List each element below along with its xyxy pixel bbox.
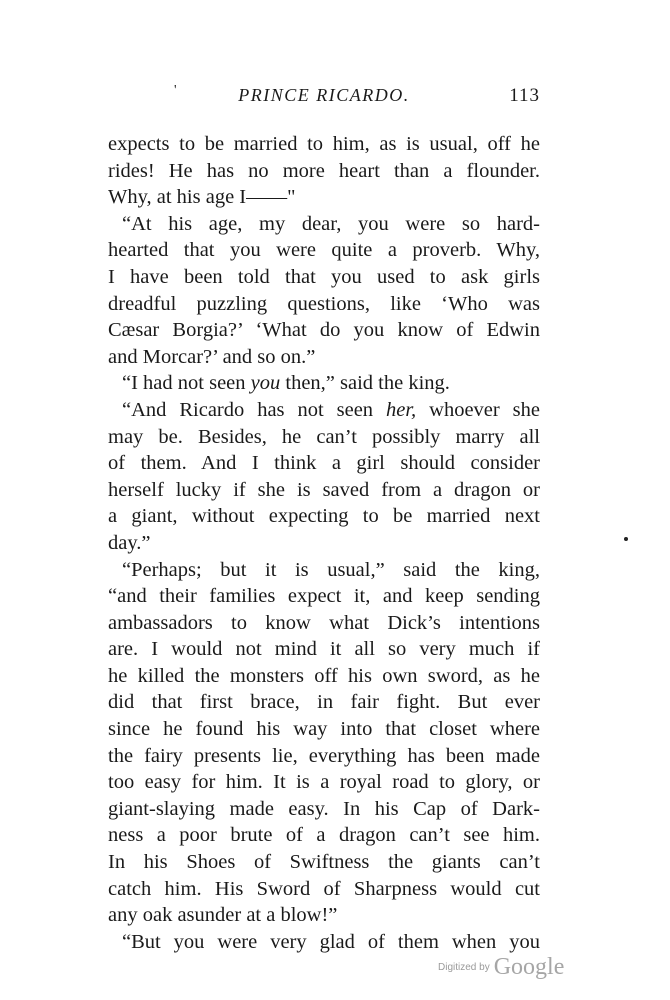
text-line [108,291,540,318]
text-segment: I have been told that you used to ask girls [108,265,540,288]
text-segment: “And Ricardo has not seen [122,398,386,421]
text-line [108,769,540,796]
text-segment: ness a poor brute of a dragon can’t see him. [108,824,540,847]
watermark-brand: Google [493,954,565,980]
text-line [108,583,540,610]
header-mark: ' [174,83,178,98]
text-line [108,131,540,158]
text-segment: did that first brace, in fair fight. But ever [108,691,540,714]
text-segment: are. I would not mind it all so very much if [108,638,540,661]
italic-word: her, [386,398,417,421]
watermark-prefix: Digitized by [438,962,490,973]
text-line [108,317,540,344]
running-title: PRINCE RICARDO. [238,85,410,105]
text-line [108,557,540,584]
body-text [108,131,540,955]
text-segment: may be. Besides, he can’t possibly marry all [108,425,540,448]
text-line [108,796,540,823]
text-line [108,610,540,637]
text-line [108,902,540,929]
text-segment: day.” [108,531,151,554]
ink-speck [624,537,628,541]
text-segment: “But you were very glad of them when you [122,930,540,953]
text-line [108,450,540,477]
text-line [108,849,540,876]
text-segment: hearted that you were quite a proverb. Why, [108,239,540,262]
text-segment: since he found his way into that closet where [108,718,540,741]
text-line [108,211,540,238]
text-segment: whoever she [416,398,540,421]
text-line [108,663,540,690]
text-segment: expects to be married to him, as is usual, off he [108,133,540,155]
text-segment: giant-slaying made easy. In his Cap of Dark- [108,797,540,820]
text-line [108,822,540,849]
text-segment: any oak asunder at a blow!” [108,904,338,927]
text-line [108,876,540,903]
text-line [108,264,540,291]
text-segment: In his Shoes of Swiftness the giants can’t [108,851,540,874]
text-line [108,929,540,956]
text-line [108,397,540,424]
text-segment: and Morcar?’ and so on.” [108,345,316,368]
text-segment: rides! He has no more heart than a flounder. [108,159,540,182]
text-line [108,344,540,371]
text-segment: then,” said the king. [280,372,450,395]
text-line [108,424,540,451]
text-line [108,503,540,530]
text-segment: catch him. His Sword of Sharpness would cut [108,877,540,900]
text-segment: too easy for him. It is a royal road to glory, or [108,771,540,794]
text-line [108,237,540,264]
text-segment: “and their families expect it, and keep sending [108,585,540,608]
text-segment: Why, at his age I——" [108,186,296,209]
text-segment: herself lucky if she is saved from a dragon or [108,478,540,501]
italic-word: you [250,372,281,395]
text-segment: ambassadors to know what Dick’s intentions [108,611,540,634]
text-segment: he killed the monsters off his own sword, as he [108,664,540,687]
digitization-watermark [438,954,564,981]
text-line [108,716,540,743]
text-line [108,530,540,557]
text-line [108,158,540,185]
text-segment: a giant, without expecting to be married next [108,505,540,528]
text-segment: “At his age, my dear, you were so hard- [122,212,540,235]
text-line [108,689,540,716]
text-segment: of them. And I think a girl should consider [108,452,540,475]
text-line [108,370,540,397]
running-head [108,85,540,109]
text-segment: “Perhaps; but it is usual,” said the king, [122,558,540,581]
text-segment: dreadful puzzling questions, like ‘Who was [108,292,540,315]
text-line [108,184,540,211]
text-segment: “I had not seen [122,372,251,395]
page-number: 113 [509,85,540,106]
text-segment: Cæsar Borgia?’ ‘What do you know of Edwin [108,319,540,342]
text-line [108,636,540,663]
text-line [108,477,540,504]
text-line [108,743,540,770]
text-segment: the fairy presents lie, everything has been made [108,744,540,767]
